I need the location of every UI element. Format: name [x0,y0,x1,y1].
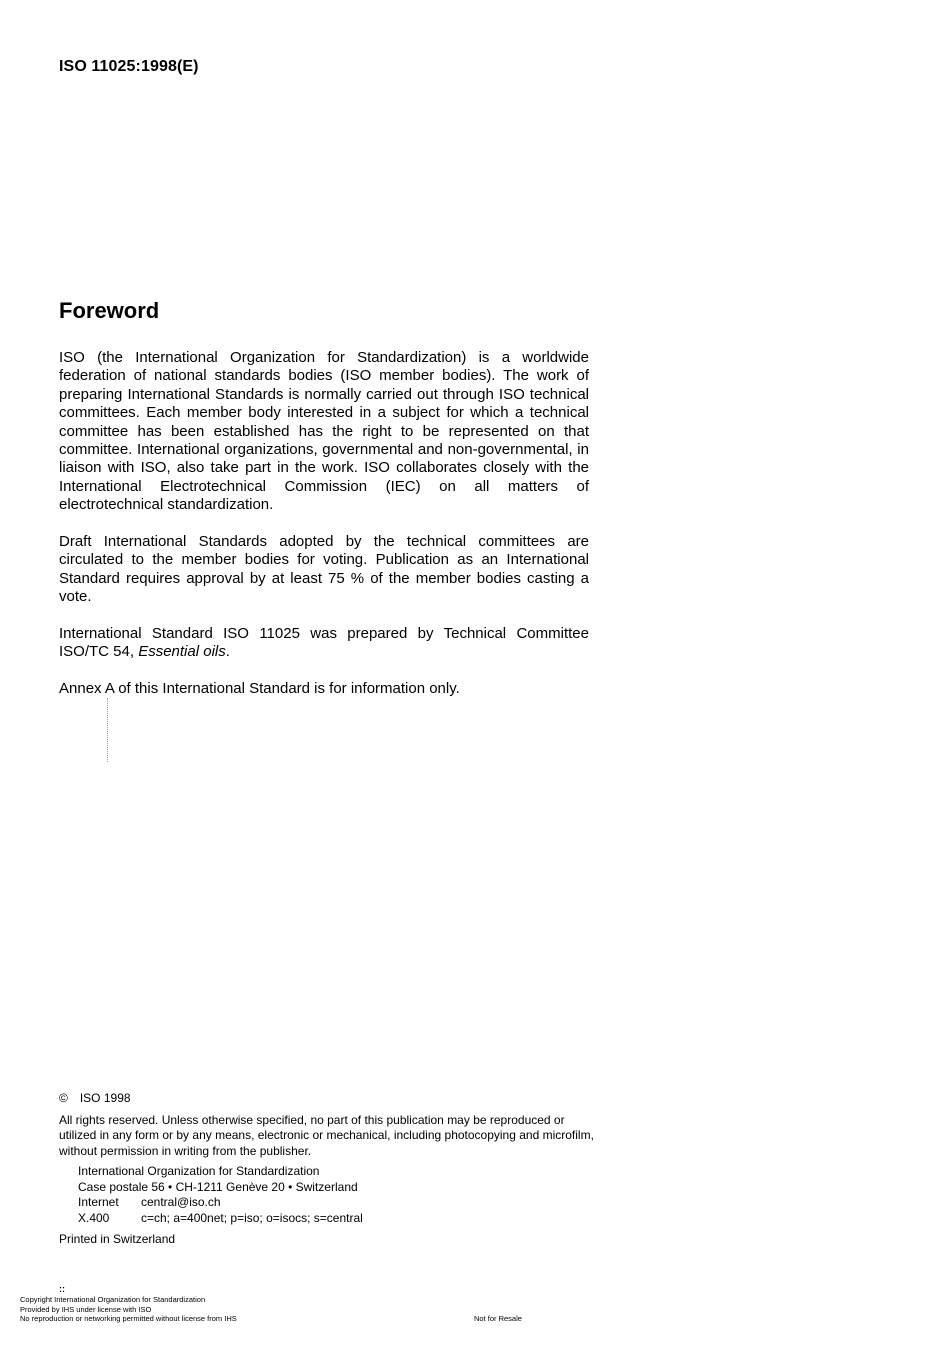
x400-row [78,1211,594,1227]
footer-line-1: Copyright International Organization for Standardization [20,1295,206,1304]
document-id: ISO 11025:1998(E) [59,58,199,75]
foreword-paragraph-4: Annex A of this International Standard is for information only. [59,680,460,697]
footer-license-notice [20,1295,237,1324]
foreword-paragraph-3 [59,625,589,662]
internet-row [78,1195,594,1211]
footer-not-for-resale: Not for Resale [474,1314,522,1323]
copyright-line [59,1091,594,1107]
internet-value: central@iso.ch [141,1195,221,1209]
footer-dots: :: [59,1284,65,1294]
copyright-block [59,1091,594,1248]
org-name: International Organization for Standardization [78,1164,320,1178]
foreword-heading: Foreword [59,298,160,323]
paragraph-3-period: . [225,643,230,661]
foreword-paragraph-2: Draft International Standards adopted by the technical committees are circulated to the member bodies for voting. Publication as an International Standard requires approval by at least 75 % of the member bodies casting a vote. [59,533,589,606]
printed-in: Printed in Switzerland [59,1232,176,1246]
rights-statement: All rights reserved. Unless otherwise specified, no part of this publication may be reproduced or utilized in any form or by any means, electronic or mechanical, including photocopying and microfilm, without permission in writing from the publisher. [59,1112,594,1158]
dotted-scan-mark [107,698,108,762]
foreword-paragraph-1: ISO (the International Organization for Standardization) is a worldwide federation of national standards bodies (ISO member bodies). The work of preparing International Standards is normally carried out through ISO technical committees. Each member body interested in a subject for which a technical committee has been established has the right to be represented on that committee. International organizations, governmental and non-governmental, in liaison with ISO, also take part in the work. ISO collaborates closely with the International Electrotechnical Commission (IEC) on all matters of electrotechnical standardization. [59,349,589,514]
internet-label: Internet [78,1195,119,1209]
publisher-address [78,1164,594,1226]
postal-address: Case postale 56 • CH-1211 Genève 20 • Switzerland [78,1179,358,1194]
copyright-year: ISO 1998 [79,1091,131,1105]
footer-line-2: Provided by IHS under license with ISO [20,1304,152,1314]
footer-line-3: No reproduction or networking permitted without license from IHS [20,1314,237,1323]
copyright-symbol: © [59,1091,68,1105]
x400-label: X.400 [78,1210,110,1225]
x400-value: c=ch; a=400net; p=iso; o=isocs; s=central [141,1210,363,1225]
paragraph-3-text: International Standard ISO 11025 was prepared by Technical Committee ISO/TC 54, [59,625,589,661]
committee-title: Essential oils [138,643,226,661]
